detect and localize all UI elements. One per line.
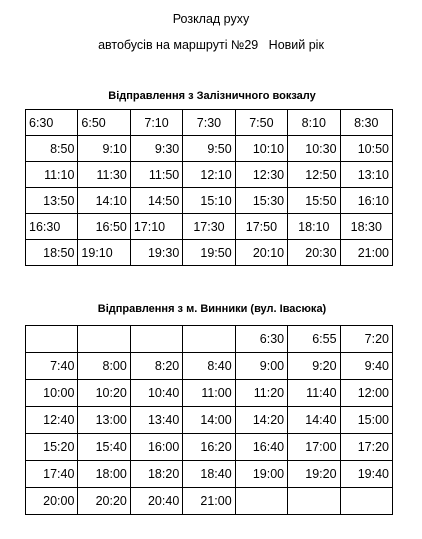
table-cell: 6:30: [26, 110, 78, 136]
table-cell: 17:40: [26, 461, 78, 488]
table-cell: 19:40: [340, 461, 392, 488]
table-cell: 16:10: [340, 188, 392, 214]
table-cell: 17:10: [130, 214, 182, 240]
table-cell: 18:50: [26, 240, 78, 266]
table-cell: 20:40: [130, 488, 182, 515]
table-cell: [183, 326, 235, 353]
table-row: [26, 407, 393, 434]
table-cell: 12:10: [183, 162, 235, 188]
table-cell: 16:00: [130, 434, 182, 461]
table-row: [26, 240, 393, 266]
table-cell: 20:00: [26, 488, 78, 515]
timetable-railway-station: [25, 109, 393, 266]
table-cell: 21:00: [183, 488, 235, 515]
table-row: [26, 326, 393, 353]
table-row: [26, 434, 393, 461]
table-cell: 21:00: [340, 240, 392, 266]
table-cell: 8:00: [78, 353, 130, 380]
route-subtitle: автобусів на маршруті №29 Новий рік: [98, 38, 324, 52]
table-cell: 9:20: [288, 353, 340, 380]
table-cell: 15:40: [78, 434, 130, 461]
table-cell: 18:30: [340, 214, 392, 240]
table-cell: 12:40: [26, 407, 78, 434]
table-cell: [340, 488, 392, 515]
table-row: [26, 136, 393, 162]
table-cell: 8:40: [183, 353, 235, 380]
table-cell: 9:10: [78, 136, 130, 162]
table-cell: 9:30: [130, 136, 182, 162]
table-cell: 9:40: [340, 353, 392, 380]
table-row: [26, 162, 393, 188]
table-cell: 18:10: [288, 214, 340, 240]
table-cell: 11:10: [26, 162, 78, 188]
table-cell: 14:50: [130, 188, 182, 214]
table-row: [26, 380, 393, 407]
table-cell: 10:00: [26, 380, 78, 407]
table-cell: [130, 326, 182, 353]
table-row: [26, 488, 393, 515]
table-cell: 6:50: [78, 110, 130, 136]
table-cell: 12:50: [288, 162, 340, 188]
table-cell: 19:50: [183, 240, 235, 266]
table-cell: 10:20: [78, 380, 130, 407]
table-row: [26, 214, 393, 240]
table-cell: 7:40: [26, 353, 78, 380]
table-cell: 8:50: [26, 136, 78, 162]
table-cell: [26, 326, 78, 353]
section-caption-railway-station: Відправлення з Залізничного вокзалу: [108, 90, 316, 102]
table-cell: 16:20: [183, 434, 235, 461]
table-cell: 7:20: [340, 326, 392, 353]
table-cell: 15:10: [183, 188, 235, 214]
table-cell: 13:40: [130, 407, 182, 434]
table-cell: 14:00: [183, 407, 235, 434]
table-cell: 17:00: [288, 434, 340, 461]
table-cell: 11:00: [183, 380, 235, 407]
table-cell: 17:20: [340, 434, 392, 461]
timetable-vynnyky: [25, 325, 393, 515]
table-cell: 9:50: [183, 136, 235, 162]
table-cell: 16:50: [78, 214, 130, 240]
table-cell: 15:50: [288, 188, 340, 214]
table-cell: 12:00: [340, 380, 392, 407]
table-cell: 8:30: [340, 110, 392, 136]
table-cell: 14:10: [78, 188, 130, 214]
table-cell: 11:40: [288, 380, 340, 407]
table-cell: 15:30: [235, 188, 287, 214]
table-cell: 20:30: [288, 240, 340, 266]
table-cell: 7:50: [235, 110, 287, 136]
table-cell: 11:30: [78, 162, 130, 188]
table-cell: 19:30: [130, 240, 182, 266]
table-cell: 16:40: [235, 434, 287, 461]
table-cell: 7:10: [130, 110, 182, 136]
table-row: [26, 188, 393, 214]
table-cell: 18:20: [130, 461, 182, 488]
table-cell: 7:30: [183, 110, 235, 136]
table-cell: 8:20: [130, 353, 182, 380]
table-cell: 6:55: [288, 326, 340, 353]
table-cell: 6:30: [235, 326, 287, 353]
table-cell: 9:00: [235, 353, 287, 380]
table-cell: 14:20: [235, 407, 287, 434]
table-cell: 15:00: [340, 407, 392, 434]
table-cell: 19:20: [288, 461, 340, 488]
table-cell: [235, 488, 287, 515]
table-cell: 17:50: [235, 214, 287, 240]
table-cell: 10:40: [130, 380, 182, 407]
table-cell: 18:00: [78, 461, 130, 488]
table-cell: 13:50: [26, 188, 78, 214]
table-cell: 13:10: [340, 162, 392, 188]
table-row: [26, 461, 393, 488]
table-cell: 15:20: [26, 434, 78, 461]
table-cell: 16:30: [26, 214, 78, 240]
table-cell: 18:40: [183, 461, 235, 488]
table-cell: 14:40: [288, 407, 340, 434]
table-cell: 19:10: [78, 240, 130, 266]
table-cell: 17:30: [183, 214, 235, 240]
table-cell: 11:50: [130, 162, 182, 188]
table-cell: 10:10: [235, 136, 287, 162]
table-cell: 20:20: [78, 488, 130, 515]
table-cell: 8:10: [288, 110, 340, 136]
table-cell: 20:10: [235, 240, 287, 266]
table-cell: 10:50: [340, 136, 392, 162]
table-cell: 12:30: [235, 162, 287, 188]
table-cell: 10:30: [288, 136, 340, 162]
schedule-title: Розклад руху: [172, 12, 250, 26]
table-row: [26, 110, 393, 136]
table-cell: [78, 326, 130, 353]
section-caption-vynnyky: Відправлення з м. Винники (вул. Івасюка): [97, 303, 327, 315]
table-cell: 13:00: [78, 407, 130, 434]
table-cell: 11:20: [235, 380, 287, 407]
table-cell: 19:00: [235, 461, 287, 488]
table-cell: [288, 488, 340, 515]
table-row: [26, 353, 393, 380]
